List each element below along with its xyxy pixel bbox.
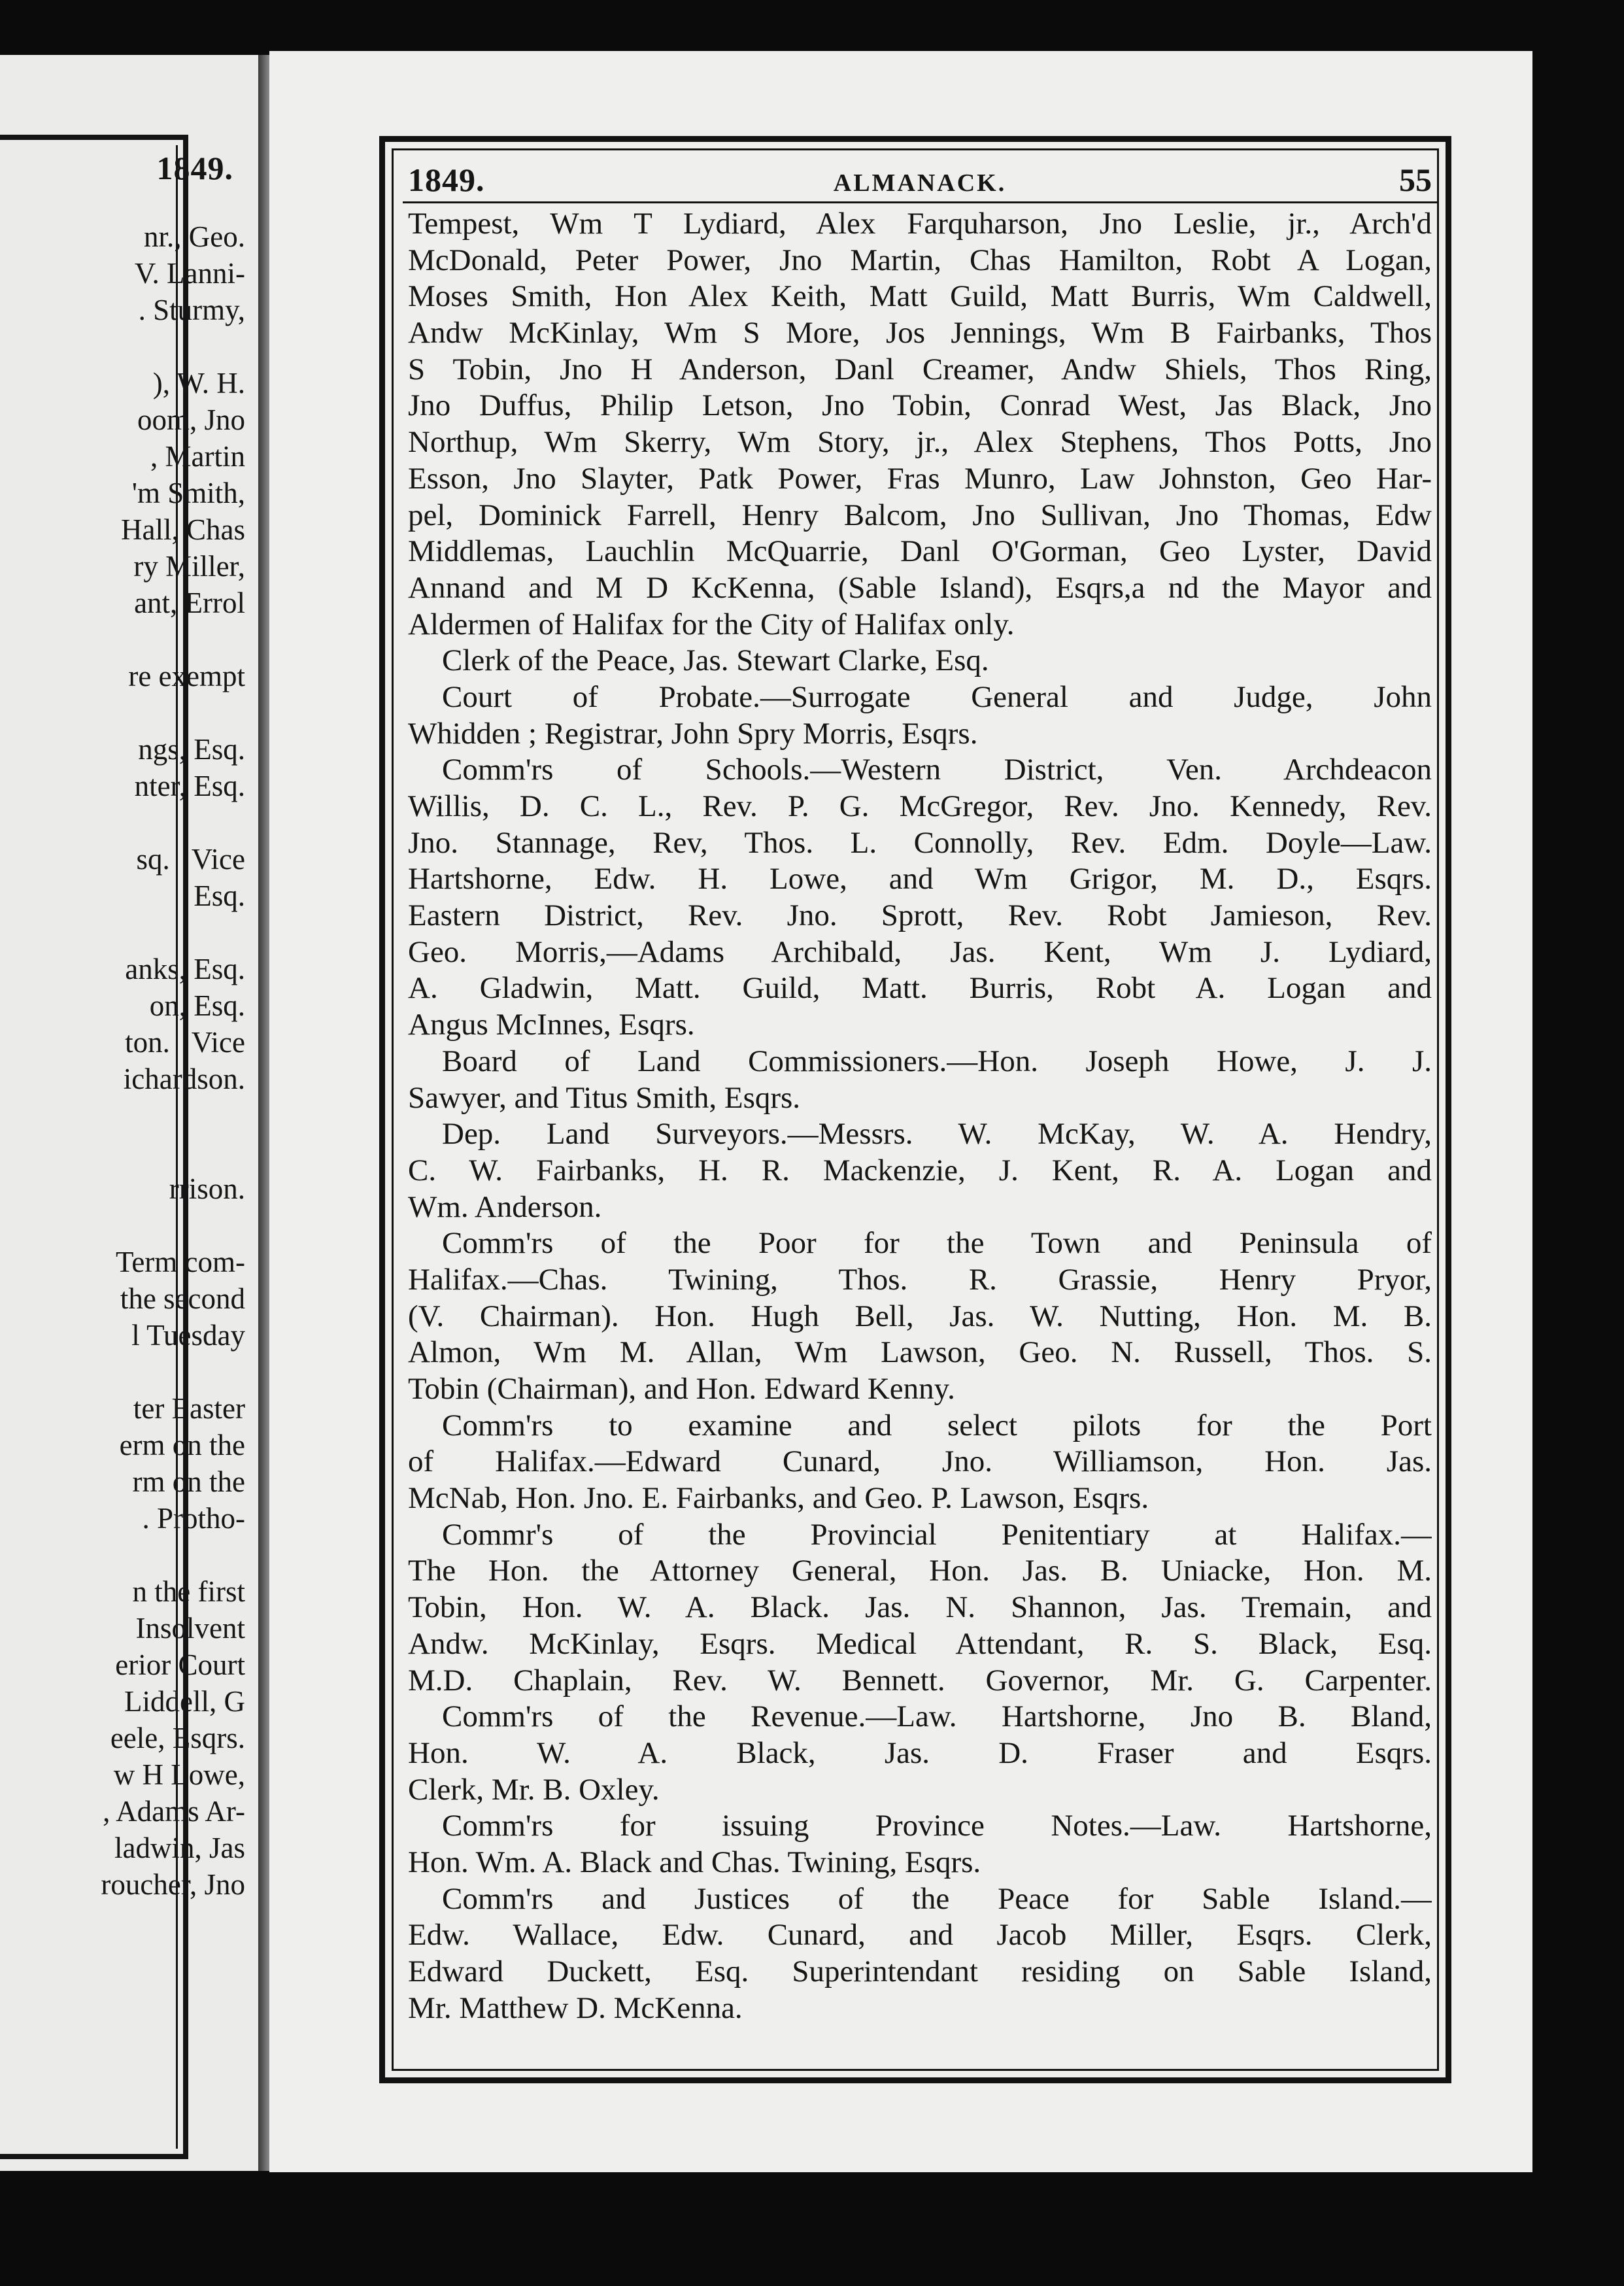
left-page-line: on, Esq. <box>149 989 245 1022</box>
text-line: Andw McKinlay, Wm S More, Jos Jennings, Wm B Fairbanks, Thos <box>408 316 1432 350</box>
left-page-line: nr., Geo. <box>144 220 245 253</box>
text-line: Halifax.—Chas. Twining, Thos. R. Grassie, Henry Pryor, <box>408 1262 1432 1297</box>
left-page-line: ngs, Esq. <box>138 733 245 766</box>
text-line: Jno. Stannage, Rev, Thos. L. Connolly, Rev. Edm. Doyle—Law. <box>408 825 1432 860</box>
text-line: (V. Chairman). Hon. Hugh Bell, Jas. W. Nutting, Hon. M. B. <box>408 1299 1432 1333</box>
text-line: Hartshorne, Edw. H. Lowe, and Wm Grigor, M. D., Esqrs. <box>408 862 1432 896</box>
text-line: Wm. Anderson. <box>408 1189 602 1224</box>
text-line: pel, Dominick Farrell, Henry Balcom, Jno Sullivan, Jno Thomas, Edw <box>408 498 1432 532</box>
page-number: 55 <box>1399 162 1432 198</box>
text-line: Clerk of the Peace, Jas. Stewart Clarke, Esq. <box>442 643 989 678</box>
text-line: Almon, Wm M. Allan, Wm Lawson, Geo. N. Russell, Thos. S. <box>408 1335 1432 1370</box>
text-line: Comm'rs and Justices of the Peace for Sable Island.— <box>442 1881 1432 1916</box>
left-page-line: ichardson. <box>123 1063 245 1095</box>
text-line: Comm'rs of the Poor for the Town and Peninsula of <box>442 1226 1432 1261</box>
text-line: Comm'rs of Schools.—Western District, Ven. Archdeacon <box>442 753 1432 787</box>
left-page-line: Term com- <box>115 1246 245 1278</box>
left-page-line: ant, Errol <box>134 587 245 619</box>
text-line: Tobin, Hon. W. A. Black. Jas. N. Shannon, Jas. Tremain, and <box>408 1590 1432 1625</box>
text-line: Annand and M D KcKenna, (Sable Island), Esqrs,a nd the Mayor and <box>408 570 1432 605</box>
left-page-line: 'm Smith, <box>131 477 245 509</box>
left-page-line: anks, Esq. <box>125 953 245 985</box>
text-line: Whidden ; Registrar, John Spry Morris, Esqrs. <box>408 716 978 751</box>
text-line: Comm'rs of the Revenue.—Law. Hartshorne, Jno B. Bland, <box>442 1699 1432 1734</box>
left-page-line: l Tuesday <box>131 1319 245 1352</box>
left-page-line: n the first <box>132 1575 245 1608</box>
text-line: Sawyer, and Titus Smith, Esqrs. <box>408 1080 801 1115</box>
left-page-text <box>0 218 245 1903</box>
text-line: Court of Probate.—Surrogate General and Judge, John <box>442 679 1432 714</box>
text-line: Eastern District, Rev. Jno. Sprott, Rev. Robt Jamieson, Rev. <box>408 898 1432 933</box>
text-line: Jno Duffus, Philip Letson, Jno Tobin, Conrad West, Jas Black, Jno <box>408 388 1432 423</box>
text-line: Edw. Wallace, Edw. Cunard, and Jacob Miller, Esqrs. Clerk, <box>408 1918 1432 1953</box>
text-line: Angus McInnes, Esqrs. <box>408 1008 695 1042</box>
text-line: Hon. Wm. A. Black and Chas. Twining, Esqrs. <box>408 1845 981 1879</box>
text-line: Andw. McKinlay, Esqrs. Medical Attendant, R. S. Black, Esq. <box>408 1626 1432 1661</box>
text-line: McDonald, Peter Power, Jno Martin, Chas Hamilton, Robt A Logan, <box>408 243 1432 277</box>
left-page-year: 1849. <box>156 150 233 186</box>
text-line: Board of Land Commissioners.—Hon. Joseph Howe, J. J. <box>442 1044 1432 1078</box>
text-line: Middlemas, Lauchlin McQuarrie, Danl O'Gorman, Geo Lyster, David <box>408 534 1432 569</box>
left-page-line: ), W. H. <box>152 367 245 400</box>
left-page-line: , Martin <box>150 440 245 473</box>
left-page-line: ry Miller, <box>133 550 245 583</box>
header-year: 1849. <box>408 162 485 198</box>
left-page-line: rm on the <box>132 1465 245 1498</box>
text-line: McNab, Hon. Jno. E. Fairbanks, and Geo. P. Lawson, Esqrs. <box>408 1481 1149 1516</box>
left-page-line: V. Lanni- <box>134 257 245 290</box>
left-page-line: re exempt <box>128 660 245 692</box>
text-line: S Tobin, Jno H Anderson, Danl Creamer, Andw Shiels, Thos Ring, <box>408 352 1432 386</box>
left-page-line <box>0 328 245 365</box>
left-page-line: . Protho- <box>142 1502 245 1535</box>
text-line: A. Gladwin, Matt. Guild, Matt. Burris, Robt A. Logan and <box>408 971 1432 1006</box>
left-page-line <box>0 1134 245 1170</box>
header-rule <box>403 201 1437 203</box>
text-line: Hon. W. A. Black, Jas. D. Fraser and Esqrs. <box>408 1735 1432 1770</box>
left-page-line <box>0 914 245 951</box>
left-page-line <box>0 694 245 731</box>
left-page-line: Hall, Chas <box>121 513 245 546</box>
left-page-line: Esq. <box>194 879 245 912</box>
text-line: Commr's of the Provincial Penitentiary at Halifax.— <box>442 1517 1432 1552</box>
text-line: Aldermen of Halifax for the City of Halifax only. <box>408 607 1015 641</box>
text-line: Moses Smith, Hon Alex Keith, Matt Guild, Matt Burris, Wm Caldwell, <box>408 279 1432 314</box>
left-page-line: ton. Vice <box>125 1026 245 1059</box>
left-page-line <box>0 1354 245 1390</box>
left-page-line: erm on the <box>119 1429 245 1461</box>
text-line: Geo. Morris,—Adams Archibald, Jas. Kent, Wm J. Lydiard, <box>408 934 1432 969</box>
text-line: of Halifax.—Edward Cunard, Jno. Williamson, Hon. Jas. <box>408 1444 1432 1479</box>
text-line: C. W. Fairbanks, H. R. Mackenzie, J. Kent, R. A. Logan and <box>408 1153 1432 1187</box>
left-page-line: nter, Esq. <box>134 770 245 802</box>
text-line: Edward Duckett, Esq. Superintendant residing on Sable Island, <box>408 1954 1432 1988</box>
body-text <box>408 206 1432 2026</box>
text-line: Esson, Jno Slayter, Patk Power, Fras Munro, Law Johnston, Geo Har- <box>408 461 1432 496</box>
text-line: Comm'rs for issuing Province Notes.—Law. Hartshorne, <box>442 1809 1432 1843</box>
left-page-line: , Adams Ar- <box>103 1795 245 1828</box>
page-content <box>408 161 1432 2026</box>
left-page-line: sq. Vice <box>136 843 245 876</box>
left-page-line <box>0 1207 245 1244</box>
left-page-line <box>0 1097 245 1134</box>
left-page-line: ladwin, Jas <box>114 1832 245 1864</box>
header-title: ALMANACK. <box>833 169 1007 197</box>
left-page-line: . Sturmy, <box>138 294 245 326</box>
left-page-line: ter Easter <box>133 1392 245 1425</box>
left-page-line: eele, Esqrs. <box>110 1722 245 1754</box>
left-page-line: the second <box>120 1282 245 1315</box>
left-page-line <box>0 1537 245 1573</box>
text-line: M.D. Chaplain, Rev. W. Bennett. Governor, Mr. G. Carpenter. <box>408 1663 1432 1697</box>
left-page-line: w H Lowe, <box>113 1758 245 1791</box>
left-page-line <box>0 804 245 841</box>
left-page-line: erior Court <box>115 1648 245 1681</box>
left-page-line: Liddell, G <box>124 1685 245 1718</box>
text-line: Tempest, Wm T Lydiard, Alex Farquharson, Jno Leslie, jr., Arch'd <box>408 207 1432 241</box>
left-page-line: roucher, Jno <box>101 1868 245 1901</box>
left-page <box>0 55 258 2171</box>
left-page-line: Insolvent <box>135 1612 245 1645</box>
running-header <box>408 161 1432 201</box>
text-line: Tobin (Chairman), and Hon. Edward Kenny. <box>408 1372 955 1406</box>
text-line: Northup, Wm Skerry, Wm Story, jr., Alex Stephens, Thos Potts, Jno <box>408 425 1432 460</box>
text-line: Mr. Matthew D. McKenna. <box>408 1990 743 2025</box>
left-page-line <box>0 621 245 658</box>
text-line: Clerk, Mr. B. Oxley. <box>408 1772 660 1807</box>
left-page-line: oom, Jno <box>137 403 245 436</box>
left-page-line: rrison. <box>169 1172 245 1205</box>
text-line: The Hon. the Attorney General, Hon. Jas. B. Uniacke, Hon. M. <box>408 1554 1432 1588</box>
text-line: Comm'rs to examine and select pilots for the Port <box>442 1408 1432 1442</box>
text-line: Dep. Land Surveyors.—Messrs. W. McKay, W. A. Hendry, <box>442 1117 1432 1152</box>
text-line: Willis, D. C. L., Rev. P. G. McGregor, Rev. Jno. Kennedy, Rev. <box>408 789 1432 823</box>
